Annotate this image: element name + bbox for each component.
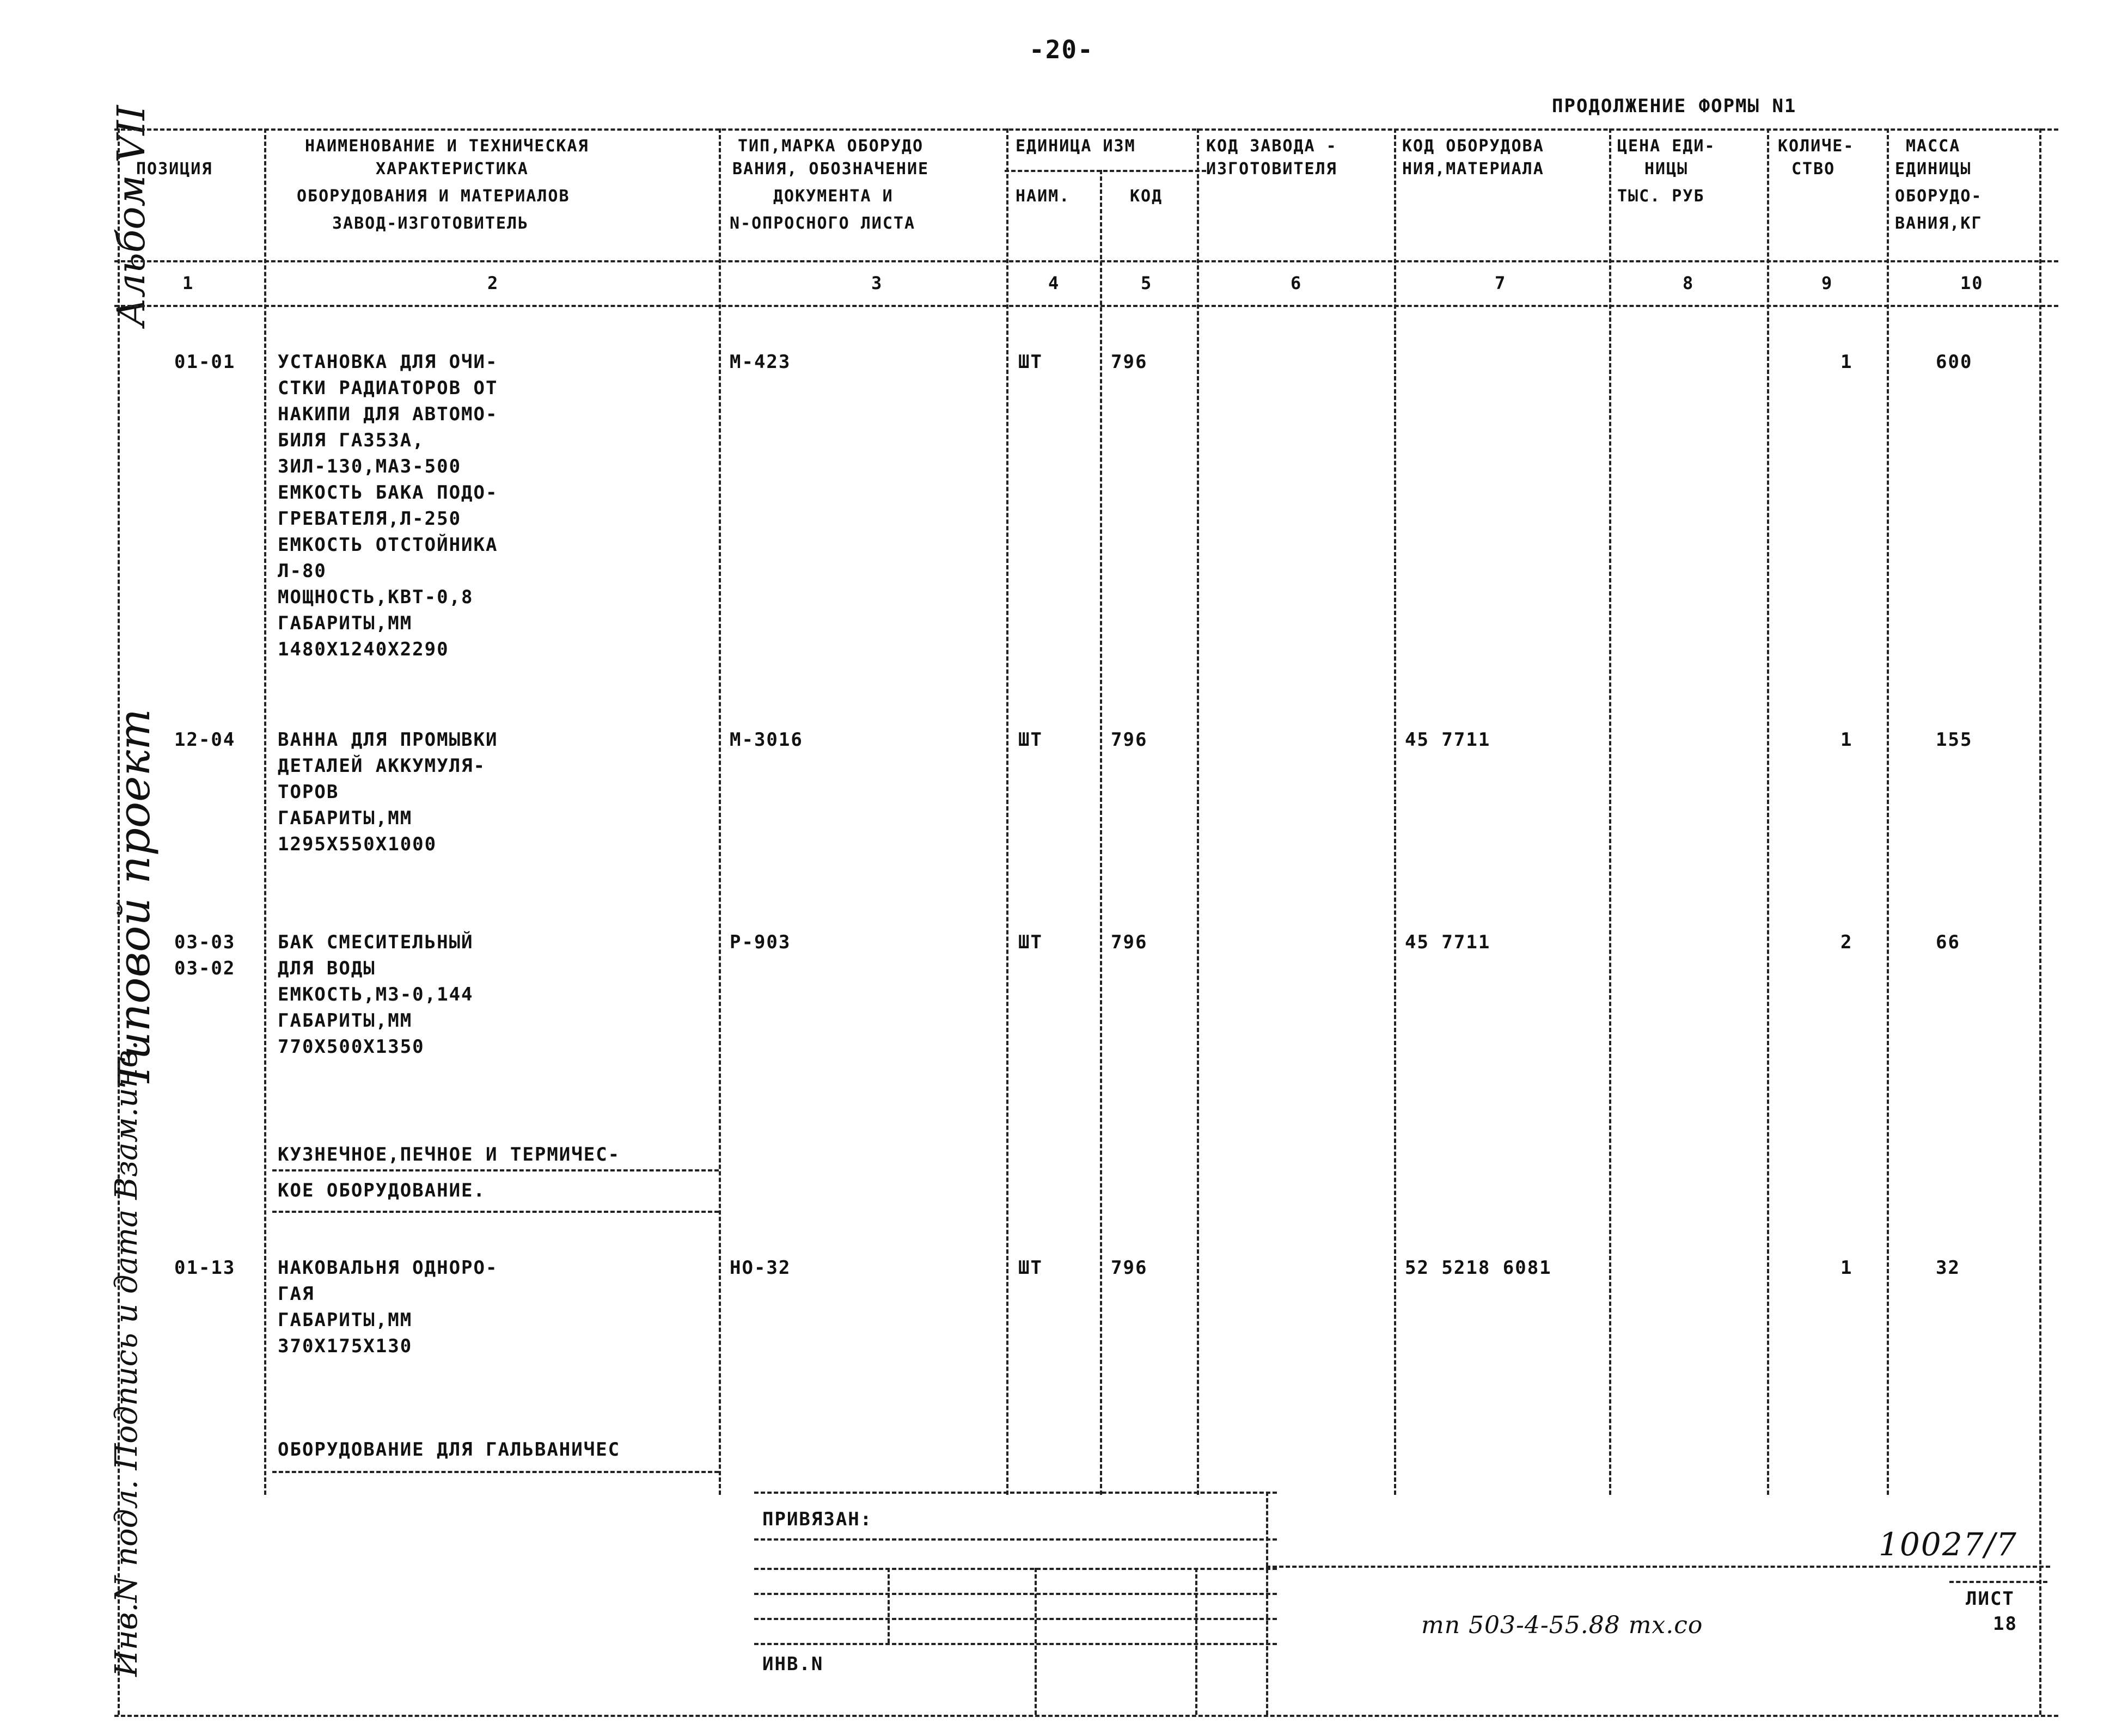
stamp-inv-label: ИНВ.N [762,1653,824,1675]
row1-desc-1: УСТАНОВКА ДЛЯ ОЧИ- [278,351,498,373]
header-col10-line1: МАССА [1906,137,1961,156]
row2-position: 12-04 [174,729,236,751]
unit-header-divider [1005,170,1206,172]
stamp-rule-title [1266,1566,2050,1568]
col-number-2: 2 [487,273,499,293]
row1-desc-8: ЕМКОСТЬ ОТСТОЙНИКА [278,534,498,556]
header-col5: КОД [1130,187,1163,206]
col-number-3: 3 [871,273,883,293]
row1-qty: 1 [1840,351,1853,373]
row1-desc-11: ГАБАРИТЫ,ММ [278,612,413,634]
section-heading-rule-2 [272,1211,719,1213]
row3-desc-5: 770Х500Х1350 [278,1036,425,1058]
row3-mass: 66 [1936,931,1960,953]
row2-equipment-code: 45 7711 [1405,729,1491,751]
row3-unit-code: 796 [1111,931,1148,953]
row3-position-1: 03-03 [174,931,236,953]
col-number-7: 7 [1495,273,1507,293]
stamp-rule-5 [754,1643,1277,1645]
col-border-right [2039,128,2041,1715]
row4-unit: ШТ [1018,1257,1043,1279]
row4-desc-3: ГАБАРИТЫ,ММ [278,1309,413,1331]
header-col8-line2: НИЦЫ [1644,160,1689,179]
row3-desc-2: ДЛЯ ВОДЫ [278,958,376,979]
col-number-1: 1 [182,273,194,293]
header-col10-line4: ВАНИЯ,КГ [1895,214,1983,233]
margin-stamp: Инв.N подл. Подпись и дата Взам.инв. [109,1040,144,1677]
row2-desc-4: ГАБАРИТЫ,ММ [278,807,413,829]
col-number-6: 6 [1291,273,1302,293]
header-col3-line3: ДОКУМЕНТА И [773,187,894,206]
row4-mass: 32 [1936,1257,1960,1279]
col-border-2 [719,128,721,1495]
row3-equipment-code: 45 7711 [1405,931,1491,953]
header-col2-line4: ЗАВОД-ИЗГОТОВИТЕЛЬ [332,214,529,233]
col-border-1 [264,128,266,1495]
row2-qty: 1 [1840,729,1853,751]
row4-qty: 1 [1840,1257,1853,1279]
row4-unit-code: 796 [1111,1257,1148,1279]
stamp-cell-div-3 [1195,1568,1197,1715]
header-col8-line3: ТЫС. РУБ [1617,187,1705,206]
col-border-left [118,128,120,1715]
col-number-5: 5 [1141,273,1153,293]
header-col10-line2: ЕДИНИЦЫ [1895,160,1972,179]
row1-desc-7: ГРЕВАТЕЛЯ,Л-250 [278,508,462,530]
row2-unit: ШТ [1018,729,1043,751]
row4-desc-2: ГАЯ [278,1283,315,1305]
row1-desc-12: 1480Х1240Х2290 [278,639,449,660]
row3-desc-4: ГАБАРИТЫ,ММ [278,1010,413,1032]
stamp-rule-3 [754,1593,1277,1595]
stamp-sheet-label: ЛИСТ [1966,1588,2015,1610]
row2-mass: 155 [1936,729,1973,751]
row1-position: 01-01 [174,351,236,373]
row1-desc-2: СТКИ РАДИАТОРОВ ОТ [278,377,498,399]
col-number-8: 8 [1683,273,1695,293]
col-border-3 [1006,128,1008,1495]
row4-desc-4: 370Х175Х130 [278,1335,413,1357]
row1-desc-6: ЕМКОСТЬ БАКА ПОДО- [278,482,498,504]
col-border-9 [1887,128,1889,1495]
row1-desc-10: МОЩНОСТЬ,КВТ-0,8 [278,586,474,608]
stamp-top-rule [754,1492,1277,1494]
row4-position: 01-13 [174,1257,236,1279]
margin-project: Типовой проект [109,708,160,1089]
row3-position-2: 03-02 [174,958,236,979]
stamp-right-border [1266,1492,1268,1715]
margin-album: Альбом VII [109,105,154,327]
section-heading-2: ОБОРУДОВАНИЕ ДЛЯ ГАЛЬВАНИЧЕС [278,1439,621,1461]
stamp-rule-2 [754,1568,1277,1570]
stamp-document-code: тп 503-4-55.88 тх.со [1421,1611,1703,1639]
stamp-cell-div-1 [888,1568,890,1643]
col-number-4: 4 [1048,273,1060,293]
row2-type: М-3016 [730,729,803,751]
header-col4: НАИМ. [1016,187,1071,206]
header-col1: ПОЗИЦИЯ [136,160,213,179]
stamp-attached-label: ПРИВЯЗАН: [762,1508,873,1530]
header-col3-line4: N-ОПРОСНОГО ЛИСТА [730,214,916,233]
stamp-rule-1 [754,1538,1277,1541]
col-border-8 [1767,128,1769,1495]
section-heading-line1: КУЗНЕЧНОЕ,ПЕЧНОЕ И ТЕРМИЧЕС- [278,1144,621,1165]
row3-unit: ШТ [1018,931,1043,953]
header-col8-line1: ЦЕНА ЕДИ- [1617,137,1716,156]
col-border-6 [1394,128,1396,1495]
row2-unit-code: 796 [1111,729,1148,751]
header-col6-line1: КОД ЗАВОДА - [1206,137,1337,156]
header-col9-line1: КОЛИЧЕ- [1778,137,1855,156]
row4-equipment-code: 52 5218 6081 [1405,1257,1552,1279]
table-bottom-border [114,1715,2058,1717]
header-col2-line1: НАИМЕНОВАНИЕ И ТЕХНИЧЕСКАЯ [305,137,589,156]
col-border-5 [1197,128,1199,1495]
row3-qty: 2 [1840,931,1853,953]
stamp-sheet-number: 18 [1993,1613,2017,1635]
row3-desc-1: БАК СМЕСИТЕЛЬНЫЙ [278,931,474,953]
col-number-10: 10 [1960,273,1984,293]
row4-type: НО-32 [730,1257,791,1279]
header-col2-line3: ОБОРУДОВАНИЯ И МАТЕРИАЛОВ [297,187,570,206]
stamp-cell-div-2 [1035,1568,1037,1715]
page-number: -20- [1029,35,1094,64]
row1-desc-9: Л-80 [278,560,327,582]
col-number-9: 9 [1821,273,1833,293]
header-col2-line2: ХАРАКТЕРИСТИКА [376,160,529,179]
col-border-4 [1100,170,1102,1495]
row1-unit-code: 796 [1111,351,1148,373]
section-heading-line2: КОЕ ОБОРУДОВАНИЕ. [278,1180,486,1201]
row3-type: Р-903 [730,931,791,953]
continuation-title: ПРОДОЛЖЕНИЕ ФОРМЫ N1 [1552,95,1797,117]
header-unit: ЕДИНИЦА ИЗМ [1016,137,1136,156]
row1-type: М-423 [730,351,791,373]
header-col3-line2: ВАНИЯ, ОБОЗНАЧЕНИЕ [732,160,929,179]
row1-desc-5: ЗИЛ-130,МАЗ-500 [278,456,462,477]
row1-unit: ШТ [1018,351,1043,373]
row4-desc-1: НАКОВАЛЬНЯ ОДНОРО- [278,1257,498,1279]
stamp-sheet-rule [1949,1581,2047,1583]
header-col7-line1: КОД ОБОРУДОВА [1402,137,1544,156]
row2-desc-1: ВАННА ДЛЯ ПРОМЫВКИ [278,729,498,751]
row2-desc-5: 1295Х550Х1000 [278,833,437,855]
row2-desc-2: ДЕТАЛЕЙ АККУМУЛЯ- [278,755,486,777]
header-col9-line2: СТВО [1791,160,1836,179]
row1-desc-4: БИЛЯ ГАЗ53А, [278,430,425,451]
header-col7-line2: НИЯ,МАТЕРИАЛА [1402,160,1544,179]
section-heading-rule-1 [272,1169,719,1171]
header-col3-line1: ТИП,МАРКА ОБОРУДО [738,137,924,156]
col-border-7 [1609,128,1611,1495]
row1-mass: 600 [1936,351,1973,373]
stamp-rule-4 [754,1618,1277,1620]
stamp-drawing-number: 10027/7 [1879,1526,2017,1563]
section-heading-2-rule [272,1471,719,1473]
header-col6-line2: ИЗГОТОВИТЕЛЯ [1206,160,1337,179]
row3-desc-3: ЕМКОСТЬ,М3-0,144 [278,984,474,1005]
header-col10-line3: ОБОРУДО- [1895,187,1983,206]
row1-desc-3: НАКИПИ ДЛЯ АВТОМО- [278,403,498,425]
row2-desc-3: ТОРОВ [278,781,339,803]
